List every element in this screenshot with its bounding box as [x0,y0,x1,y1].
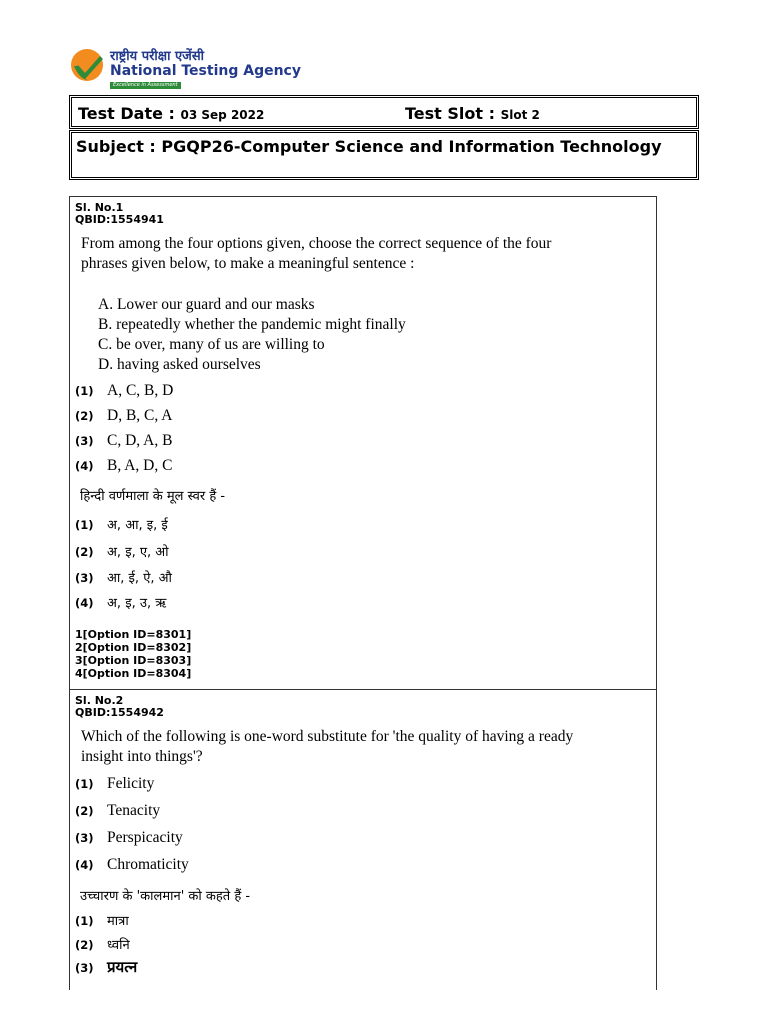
q1-phrase: B. repeatedly whether the pandemic might finally [98,316,406,333]
q2-hindi-stem: उच्चारण के 'कालमान' को कहते हैं - [80,889,251,904]
q1-hindi-stem: हिन्दी वर्णमाला के मूल स्वर हैं - [80,489,226,504]
q1-hindi-option[interactable]: (4) अ, इ, उ, ऋ [75,596,167,611]
test-slot-value: Slot 2 [500,108,540,122]
q2-stem-line: Which of the following is one-word substitute for 'the quality of having a ready [81,728,574,745]
q1-phrases [98,295,658,375]
q1-option[interactable]: (1) A, C, B, D [75,382,174,399]
q1-option[interactable]: (2) D, B, C, A [75,407,173,424]
q2-meta [75,695,164,719]
agency-tagline: Excellence in Assessment [110,82,181,89]
test-date-label: Test Date : [78,104,175,123]
q1-meta [75,202,164,226]
q2-option[interactable]: (4) Chromaticity [75,856,189,873]
q2-option[interactable]: (1) Felicity [75,775,155,792]
q1-hindi-option[interactable]: (1) अ, आ, इ, ई [75,518,168,533]
test-date-value: 03 Sep 2022 [180,108,265,122]
q1-option[interactable]: (4) B, A, D, C [75,457,173,474]
q2-stem-line: insight into things'? [81,748,203,765]
q1-stem-line: phrases given below, to make a meaningful sentence : [81,255,415,272]
q1-option[interactable]: (3) C, D, A, B [75,432,173,449]
q2-hindi-option[interactable]: (3) प्रयत्न [75,958,138,976]
q1-phrase: C. be over, many of us are willing to [98,336,325,353]
q2-sl-no: Sl. No.2 [75,694,124,707]
agency-hindi-name: राष्ट्रीय परीक्षा एजेंसी [110,49,204,64]
q2-hindi-option[interactable]: (1) मात्रा [75,914,129,929]
q2-option[interactable]: (3) Perspicacity [75,829,183,846]
test-slot [405,104,540,123]
option-id: 3[Option ID=8303] [75,654,192,667]
q2-qbid: QBID:1554942 [75,706,164,719]
q2-stem [81,727,641,767]
q1-phrase: D. having asked ourselves [98,356,261,373]
test-slot-label: Test Slot : [405,104,495,123]
q2-option[interactable]: (2) Tenacity [75,802,161,819]
nta-logo [70,44,310,92]
q1-option-ids [75,628,191,680]
question-divider [69,689,657,690]
q1-hindi-option[interactable]: (3) आ, ई, ऐ, औ [75,571,172,586]
q1-stem-line: From among the four options given, choose the correct sequence of the four [81,235,552,252]
option-id: 4[Option ID=8304] [75,667,192,680]
q1-phrase: A. Lower our guard and our masks [98,296,315,313]
agency-name: National Testing Agency [110,63,301,79]
option-id: 2[Option ID=8302] [75,641,192,654]
test-date [78,104,264,123]
q1-stem [81,234,641,274]
subject-title: Subject : PGQP26-Computer Science and Information Technology [76,137,662,156]
option-id: 1[Option ID=8301] [75,628,192,641]
q1-sl-no: Sl. No.1 [75,201,124,214]
nta-checkmark-icon [70,48,104,82]
q2-hindi-option[interactable]: (2) ध्वनि [75,938,130,953]
subject-box [69,130,699,180]
test-info-box [69,95,699,129]
q1-qbid: QBID:1554941 [75,213,164,226]
q1-hindi-option[interactable]: (2) अ, इ, ए, ओ [75,545,169,560]
